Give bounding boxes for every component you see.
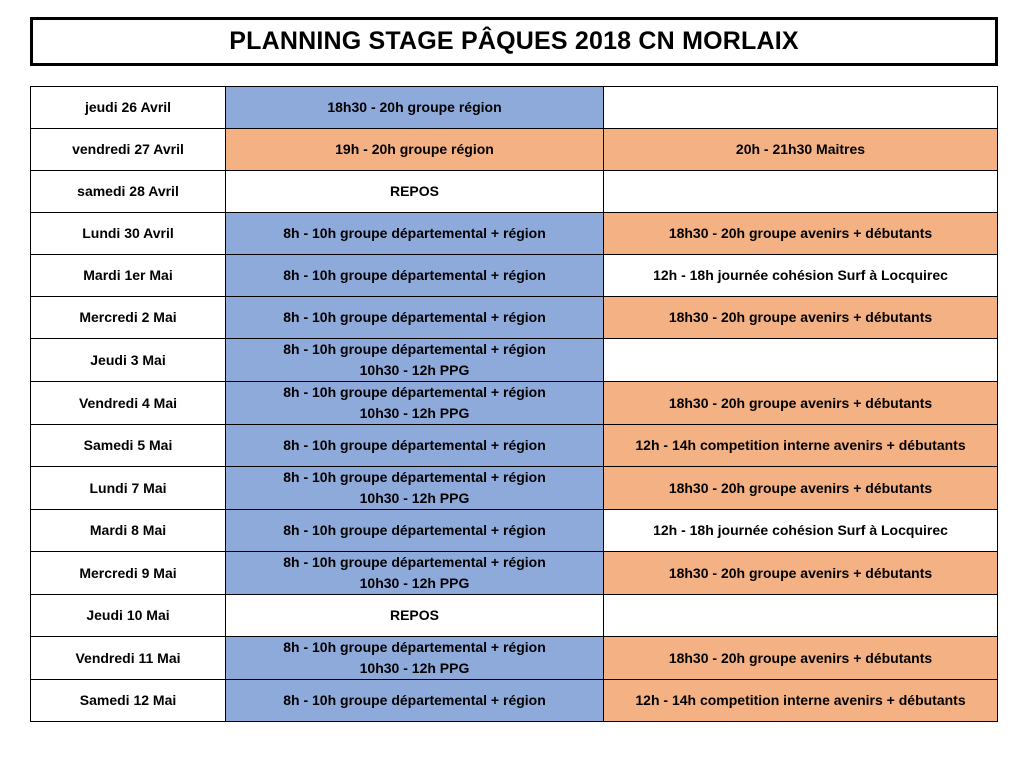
evening-session-cell xyxy=(604,255,998,297)
session-line: 8h - 10h groupe départemental + région xyxy=(283,267,546,283)
evening-session-cell xyxy=(604,213,998,255)
session-line: 18h30 - 20h groupe région xyxy=(327,99,502,115)
morning-session-cell xyxy=(226,637,604,680)
morning-session-cell xyxy=(226,595,604,637)
morning-session-cell xyxy=(226,467,604,510)
morning-session-cell xyxy=(226,171,604,213)
evening-session-cell xyxy=(604,171,998,213)
day-cell: Samedi 12 Mai xyxy=(31,680,226,722)
day-cell: vendredi 27 Avril xyxy=(31,129,226,171)
evening-session-cell xyxy=(604,129,998,171)
morning-session-cell xyxy=(226,87,604,129)
day-cell: Mercredi 9 Mai xyxy=(31,552,226,595)
morning-session-cell xyxy=(226,680,604,722)
morning-session-cell xyxy=(226,425,604,467)
session-line: 8h - 10h groupe départemental + région xyxy=(283,639,546,655)
session-line: 8h - 10h groupe départemental + région xyxy=(283,692,546,708)
table-row xyxy=(31,510,998,552)
table-row xyxy=(31,552,998,595)
session-line: 10h30 - 12h PPG xyxy=(359,490,470,506)
table-row xyxy=(31,255,998,297)
morning-session-cell xyxy=(226,213,604,255)
morning-session-cell xyxy=(226,552,604,595)
session-line: 10h30 - 12h PPG xyxy=(359,660,470,676)
session-line: 8h - 10h groupe départemental + région xyxy=(283,469,546,485)
session-line: 18h30 - 20h groupe avenirs + débutants xyxy=(668,479,933,496)
evening-session-cell xyxy=(604,87,998,129)
table-row xyxy=(31,171,998,213)
table-row xyxy=(31,680,998,722)
day-cell: Mardi 1er Mai xyxy=(31,255,226,297)
day-cell: samedi 28 Avril xyxy=(31,171,226,213)
evening-session-cell xyxy=(604,425,998,467)
session-line: 8h - 10h groupe départemental + région xyxy=(283,225,546,241)
day-cell: Vendredi 4 Mai xyxy=(31,382,226,425)
session-line: 18h30 - 20h groupe avenirs + débutants xyxy=(668,564,933,581)
table-row xyxy=(31,129,998,171)
session-line: 8h - 10h groupe départemental + région xyxy=(283,384,546,400)
session-line: 18h30 - 20h groupe avenirs + débutants xyxy=(668,309,933,325)
evening-session-cell xyxy=(604,637,998,680)
evening-session-cell xyxy=(604,680,998,722)
day-cell: Mardi 8 Mai xyxy=(31,510,226,552)
table-row xyxy=(31,425,998,467)
session-line: 8h - 10h groupe départemental + région xyxy=(283,437,546,453)
session-line: 12h - 18h journée cohésion Surf à Locquirec xyxy=(653,267,948,283)
page-title-text: PLANNING STAGE PÂQUES 2018 CN MORLAIX xyxy=(229,27,799,55)
session-line: 18h30 - 20h groupe avenirs + débutants xyxy=(668,394,933,411)
session-line: REPOS xyxy=(389,607,439,623)
session-line: 12h - 14h competition interne avenirs + débutants xyxy=(635,692,966,708)
table-row xyxy=(31,213,998,255)
session-line: 12h - 14h competition interne avenirs + débutants xyxy=(635,437,966,453)
day-cell: Samedi 5 Mai xyxy=(31,425,226,467)
day-cell: Lundi 30 Avril xyxy=(31,213,226,255)
morning-session-cell xyxy=(226,129,604,171)
page-title xyxy=(30,17,998,66)
day-cell: Mercredi 2 Mai xyxy=(31,297,226,339)
day-cell: Jeudi 10 Mai xyxy=(31,595,226,637)
evening-session-cell xyxy=(604,510,998,552)
session-line: 8h - 10h groupe départemental + région xyxy=(283,341,546,357)
morning-session-cell xyxy=(226,339,604,382)
table-row xyxy=(31,467,998,510)
table-row xyxy=(31,637,998,680)
table-row xyxy=(31,87,998,129)
schedule-table xyxy=(30,86,998,722)
day-cell: jeudi 26 Avril xyxy=(31,87,226,129)
table-row xyxy=(31,382,998,425)
session-line: 18h30 - 20h groupe avenirs + débutants xyxy=(668,225,933,241)
evening-session-cell xyxy=(604,297,998,339)
evening-session-cell xyxy=(604,595,998,637)
evening-session-cell xyxy=(604,552,998,595)
table-row xyxy=(31,297,998,339)
session-line: 10h30 - 12h PPG xyxy=(359,362,470,378)
schedule-table-body xyxy=(31,87,998,722)
table-row xyxy=(31,595,998,637)
session-line: REPOS xyxy=(389,183,439,199)
morning-session-cell xyxy=(226,510,604,552)
morning-session-cell xyxy=(226,297,604,339)
evening-session-cell xyxy=(604,467,998,510)
evening-session-cell xyxy=(604,339,998,382)
session-line: 8h - 10h groupe départemental + région xyxy=(283,522,546,538)
session-line: 20h - 21h30 Maitres xyxy=(735,141,866,157)
session-line: 10h30 - 12h PPG xyxy=(359,575,470,591)
morning-session-cell xyxy=(226,255,604,297)
day-cell: Lundi 7 Mai xyxy=(31,467,226,510)
session-line: 18h30 - 20h groupe avenirs + débutants xyxy=(668,649,933,666)
session-line: 10h30 - 12h PPG xyxy=(359,405,470,421)
evening-session-cell xyxy=(604,382,998,425)
session-line: 19h - 20h groupe région xyxy=(335,141,494,157)
session-line: 12h - 18h journée cohésion Surf à Locquirec xyxy=(653,522,948,538)
session-line: 8h - 10h groupe départemental + région xyxy=(283,554,546,570)
table-row xyxy=(31,339,998,382)
morning-session-cell xyxy=(226,382,604,425)
session-line: 8h - 10h groupe départemental + région xyxy=(283,309,546,325)
day-cell: Vendredi 11 Mai xyxy=(31,637,226,680)
day-cell: Jeudi 3 Mai xyxy=(31,339,226,382)
